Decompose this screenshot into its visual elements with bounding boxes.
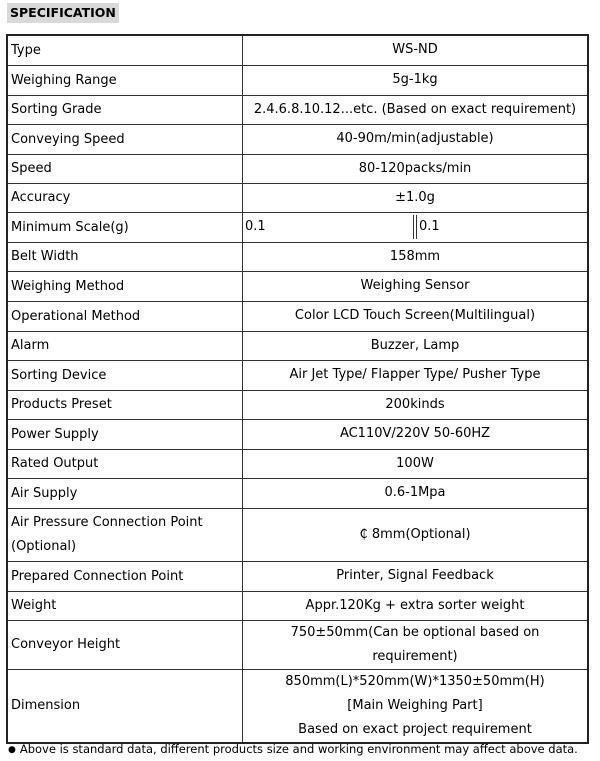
row-label: Speed: [7, 154, 243, 183]
row-label: Prepared Connection Point: [7, 561, 243, 591]
table-row: [7, 419, 588, 449]
footnote: [8, 742, 578, 756]
label-line: (Optional): [11, 538, 77, 554]
row-label: Products Preset: [7, 390, 243, 419]
table-row: [7, 301, 588, 331]
row-label: Weighing Range: [7, 65, 243, 95]
row-label: Dimension: [7, 669, 243, 743]
specification-heading: SPECIFICATION: [7, 3, 119, 23]
footnote-text: Above is standard data, different products size and working environment may affect above data.: [19, 742, 578, 756]
row-label: Conveyor Height: [7, 620, 243, 669]
table-row: [7, 124, 588, 154]
table-row: [7, 183, 588, 212]
row-value: 0.6-1Mpa: [243, 478, 589, 508]
row-value: AC110V/220V 50-60HZ: [243, 419, 589, 449]
row-value: 40-90m/min(adjustable): [243, 124, 589, 154]
row-label: Air Supply: [7, 478, 243, 508]
row-value: ±1.0g: [243, 183, 589, 212]
row-value: Appr.120Kg + extra sorter weight: [243, 591, 589, 620]
row-value: WS-ND: [243, 35, 589, 65]
row-value: 158mm: [243, 242, 589, 271]
row-label: Conveying Speed: [7, 124, 243, 154]
row-label: [7, 508, 243, 561]
table-row: [7, 620, 588, 669]
table-row: [7, 212, 588, 242]
table-row: [7, 242, 588, 271]
min-scale-value-a: 0.1: [245, 219, 266, 234]
table-row: [7, 591, 588, 620]
table-row: [7, 35, 588, 65]
row-value: Buzzer, Lamp: [243, 331, 589, 360]
row-value: Weighing Sensor: [243, 271, 589, 301]
row-label: Type: [7, 35, 243, 65]
table-row: [7, 95, 588, 124]
row-value: Color LCD Touch Screen(Multilingual): [243, 301, 589, 331]
row-label: Power Supply: [7, 419, 243, 449]
row-label: Sorting Device: [7, 360, 243, 390]
table-row: [7, 360, 588, 390]
row-label: Sorting Grade: [7, 95, 243, 124]
row-label: Accuracy: [7, 183, 243, 212]
row-label: Minimum Scale(g): [7, 212, 243, 242]
table-row: [7, 271, 588, 301]
row-value: 5g-1kg: [243, 65, 589, 95]
row-label: Weight: [7, 591, 243, 620]
table-row: [7, 331, 588, 360]
row-value: Air Jet Type/ Flapper Type/ Pusher Type: [243, 360, 589, 390]
row-label: Belt Width: [7, 242, 243, 271]
row-value: ₵ 8mm(Optional): [243, 508, 589, 561]
row-value: 200kinds: [243, 390, 589, 419]
table-row: [7, 154, 588, 183]
row-label: Alarm: [7, 331, 243, 360]
row-value: 100W: [243, 449, 589, 478]
value-line: Based on exact project requirement: [298, 721, 532, 737]
row-value: 2.4.6.8.10.12...etc. (Based on exact requirement): [243, 95, 589, 124]
table-row: [7, 478, 588, 508]
row-value: Printer, Signal Feedback: [243, 561, 589, 591]
min-scale-value-b: 0.1: [419, 219, 440, 234]
split-values: [243, 215, 587, 239]
row-label: Operational Method: [7, 301, 243, 331]
bullet-icon: ●: [8, 744, 16, 755]
value-line: 850mm(L)*520mm(W)*1350±50mm(H): [285, 673, 545, 689]
row-label: Rated Output: [7, 449, 243, 478]
label-line: Air Pressure Connection Point: [11, 514, 203, 530]
table-row: [7, 561, 588, 591]
row-value: [243, 669, 589, 743]
row-value: 750±50mm(Can be optional based on requirement): [243, 620, 589, 669]
value-line: [Main Weighing Part]: [347, 697, 483, 713]
table-row: [7, 65, 588, 95]
table-row: [7, 669, 588, 743]
table-row: [7, 449, 588, 478]
row-value: 80-120packs/min: [243, 154, 589, 183]
table-row: [7, 508, 588, 561]
table-row: [7, 390, 588, 419]
specification-table: [6, 34, 589, 744]
row-value: [243, 212, 589, 242]
row-label: Weighing Method: [7, 271, 243, 301]
